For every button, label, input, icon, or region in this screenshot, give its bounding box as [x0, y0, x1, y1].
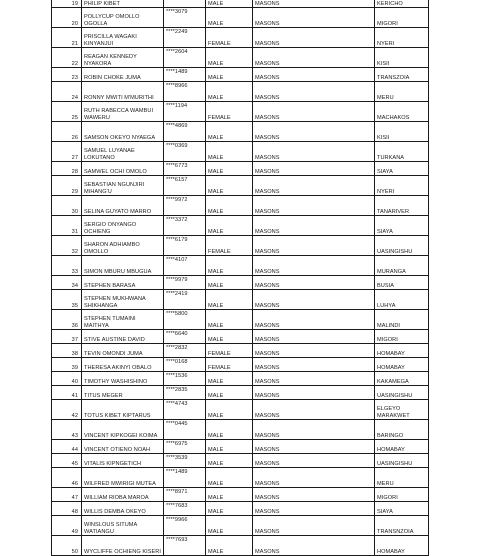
cell-row-number: 48	[52, 502, 82, 516]
cell-occupation: MASONS	[253, 216, 375, 236]
cell-masked-id: ****0168	[164, 358, 206, 372]
table-row	[52, 48, 429, 68]
cell-row-number: 36	[52, 310, 82, 330]
cell-gender: MALE	[206, 196, 253, 216]
cell-row-number: 32	[52, 236, 82, 256]
cell-participant-name: VINCENT OTIENO NOAH	[82, 440, 164, 454]
cell-gender: MALE	[206, 176, 253, 196]
cell-county: KISII	[375, 122, 429, 142]
cell-gender: MALE	[206, 372, 253, 386]
cell-masked-id: ****0445	[164, 420, 206, 440]
cell-gender: MALE	[206, 290, 253, 310]
cell-county: ELGEYO MARAKWET	[375, 400, 429, 420]
table-body	[52, 0, 429, 556]
cell-participant-name: TIMOTHY WASHISHINO	[82, 372, 164, 386]
cell-participant-name: STEPHEN TUMAINI MAITHYA	[82, 310, 164, 330]
table-row	[52, 256, 429, 276]
cell-gender: MALE	[206, 68, 253, 82]
cell-row-number: 35	[52, 290, 82, 310]
cell-county: TURKANA	[375, 142, 429, 162]
cell-occupation: MASONS	[253, 236, 375, 256]
cell-row-number: 46	[52, 468, 82, 488]
cell-row-number: 41	[52, 386, 82, 400]
cell-county: HOMABAY	[375, 536, 429, 556]
cell-row-number: 33	[52, 256, 82, 276]
table-row	[52, 290, 429, 310]
cell-participant-name: SELINA GUYATO MARRO	[82, 196, 164, 216]
cell-participant-name: STEPHEN BARASA	[82, 276, 164, 290]
cell-row-number: 19	[52, 0, 82, 8]
cell-participant-name: WYCLIFFE OCHIENG KISERI	[82, 536, 164, 556]
cell-occupation: MASONS	[253, 28, 375, 48]
cell-row-number: 29	[52, 176, 82, 196]
cell-gender: MALE	[206, 516, 253, 536]
table-row	[52, 142, 429, 162]
cell-county: TRANSNZOIA	[375, 516, 429, 536]
cell-county: MURANGA	[375, 256, 429, 276]
cell-participant-name: REAGAN KENNEDY NYAKORA	[82, 48, 164, 68]
cell-masked-id: ****4743	[164, 400, 206, 420]
cell-gender: MALE	[206, 330, 253, 344]
cell-occupation: MASONS	[253, 454, 375, 468]
cell-row-number: 23	[52, 68, 82, 82]
cell-participant-name: WILFRED MWIRIGI MUTEA	[82, 468, 164, 488]
cell-gender: MALE	[206, 48, 253, 68]
cell-participant-name: TEVIN OMONDI JUMA	[82, 344, 164, 358]
cell-row-number: 45	[52, 454, 82, 468]
cell-gender: MALE	[206, 0, 253, 8]
table-row	[52, 82, 429, 102]
cell-masked-id: ****6773	[164, 162, 206, 176]
cell-row-number: 50	[52, 536, 82, 556]
cell-gender: FEMALE	[206, 28, 253, 48]
cell-row-number: 27	[52, 142, 82, 162]
table-row	[52, 468, 429, 488]
table-row	[52, 310, 429, 330]
cell-row-number: 40	[52, 372, 82, 386]
cell-county: MERU	[375, 468, 429, 488]
cell-row-number: 44	[52, 440, 82, 454]
cell-participant-name: POLLYCUP OMOLLO OGOLLA	[82, 8, 164, 28]
cell-county: NYERI	[375, 176, 429, 196]
cell-row-number: 37	[52, 330, 82, 344]
cell-gender: MALE	[206, 142, 253, 162]
cell-gender: MALE	[206, 400, 253, 420]
cell-masked-id: ****2835	[164, 386, 206, 400]
cell-gender: MALE	[206, 82, 253, 102]
table-row	[52, 386, 429, 400]
cell-county: SIAYA	[375, 502, 429, 516]
cell-row-number: 25	[52, 102, 82, 122]
table-row	[52, 122, 429, 142]
cell-county: TRANSZOIA	[375, 68, 429, 82]
cell-county: BUSIA	[375, 276, 429, 290]
cell-participant-name: SAMSON OKEYO NYAEGA	[82, 122, 164, 142]
cell-masked-id: ****2419	[164, 290, 206, 310]
table-row	[52, 344, 429, 358]
cell-gender: MALE	[206, 386, 253, 400]
cell-participant-name: SAMUEL LUYANAE LOKUTANO	[82, 142, 164, 162]
table-row	[52, 400, 429, 420]
cell-masked-id: ****6179	[164, 236, 206, 256]
cell-participant-name: SIMON MBURU MBUGUA	[82, 256, 164, 276]
cell-masked-id: ****9972	[164, 196, 206, 216]
cell-occupation: MASONS	[253, 8, 375, 28]
cell-occupation: MASONS	[253, 330, 375, 344]
cell-gender: MALE	[206, 122, 253, 142]
cell-county: MERU	[375, 82, 429, 102]
cell-occupation: MASONS	[253, 488, 375, 502]
cell-gender: MALE	[206, 276, 253, 290]
cell-occupation: MASONS	[253, 420, 375, 440]
cell-gender: MALE	[206, 256, 253, 276]
cell-masked-id: ****1489	[164, 68, 206, 82]
cell-masked-id: ****7683	[164, 502, 206, 516]
cell-masked-id: ****1489	[164, 468, 206, 488]
cell-county: MIGORI	[375, 330, 429, 344]
table-row	[52, 420, 429, 440]
cell-masked-id: ****3079	[164, 8, 206, 28]
cell-masked-id: ****6640	[164, 330, 206, 344]
cell-participant-name: VITALIS KIPNGETICH	[82, 454, 164, 468]
cell-occupation: MASONS	[253, 176, 375, 196]
cell-row-number: 30	[52, 196, 82, 216]
cell-county: SIAYA	[375, 162, 429, 176]
cell-participant-name: STEPHEN MUKHWANA SHIKHANGA	[82, 290, 164, 310]
table-row	[52, 502, 429, 516]
cell-gender: MALE	[206, 8, 253, 28]
cell-gender: MALE	[206, 468, 253, 488]
cell-masked-id: ****9966	[164, 516, 206, 536]
cell-gender: MALE	[206, 216, 253, 236]
table-row	[52, 358, 429, 372]
cell-gender: FEMALE	[206, 358, 253, 372]
cell-participant-name: WILLIAM RIOBA MAROA	[82, 488, 164, 502]
table-row	[52, 236, 429, 256]
cell-row-number: 24	[52, 82, 82, 102]
cell-masked-id: ****3539	[164, 454, 206, 468]
cell-occupation: MASONS	[253, 122, 375, 142]
cell-occupation: MASONS	[253, 358, 375, 372]
cell-county: UASINGISHU	[375, 454, 429, 468]
cell-gender: MALE	[206, 310, 253, 330]
cell-participant-name: WILLIS DEMBA OKEYO	[82, 502, 164, 516]
cell-participant-name: STIVE AUSTINE DAVID	[82, 330, 164, 344]
cell-occupation: MASONS	[253, 536, 375, 556]
cell-masked-id: ****8971	[164, 488, 206, 502]
cell-county: LUHYA	[375, 290, 429, 310]
cell-gender: MALE	[206, 536, 253, 556]
cell-masked-id: ****2249	[164, 28, 206, 48]
cell-occupation: MASONS	[253, 310, 375, 330]
cell-occupation: MASONS	[253, 0, 375, 8]
cell-gender: MALE	[206, 162, 253, 176]
cell-row-number: 43	[52, 420, 82, 440]
cell-participant-name: THERESA AKINYI OBALO	[82, 358, 164, 372]
cell-occupation: MASONS	[253, 196, 375, 216]
cell-masked-id: ****9979	[164, 276, 206, 290]
cell-masked-id: ****2832	[164, 344, 206, 358]
cell-masked-id: ****6157	[164, 176, 206, 196]
cell-participant-name: SAMWEL OCHI OMOLO	[82, 162, 164, 176]
cell-masked-id: ****8966	[164, 82, 206, 102]
cell-county: UASINGISHU	[375, 386, 429, 400]
cell-masked-id: ****3372	[164, 216, 206, 236]
cell-row-number: 20	[52, 8, 82, 28]
cell-occupation: MASONS	[253, 82, 375, 102]
table-row	[52, 330, 429, 344]
cell-row-number: 22	[52, 48, 82, 68]
cell-row-number: 34	[52, 276, 82, 290]
table-row	[52, 440, 429, 454]
cell-participant-name: RUTH RABECCA WAMBUI WAWERU	[82, 102, 164, 122]
cell-masked-id: ****1194	[164, 102, 206, 122]
cell-gender: FEMALE	[206, 236, 253, 256]
cell-row-number: 31	[52, 216, 82, 236]
table-row	[52, 276, 429, 290]
cell-county: HOMABAY	[375, 344, 429, 358]
table-row	[52, 8, 429, 28]
cell-masked-id: ****7693	[164, 536, 206, 556]
cell-participant-name: VINCENT KIPKOGEI KOIMA	[82, 420, 164, 440]
cell-county: HOMABAY	[375, 440, 429, 454]
cell-gender: MALE	[206, 502, 253, 516]
cell-row-number: 21	[52, 28, 82, 48]
cell-row-number: 39	[52, 358, 82, 372]
cell-gender: MALE	[206, 454, 253, 468]
table-row	[52, 196, 429, 216]
participants-table	[51, 0, 429, 556]
cell-occupation: MASONS	[253, 276, 375, 290]
cell-masked-id: ****4107	[164, 256, 206, 276]
cell-masked-id	[164, 0, 206, 8]
cell-participant-name: PRISCILLA WAGAKI KINYANJUI	[82, 28, 164, 48]
cell-county: BARINGO	[375, 420, 429, 440]
table-row	[52, 372, 429, 386]
cell-gender: MALE	[206, 420, 253, 440]
participants-table-page	[51, 0, 428, 556]
cell-gender: FEMALE	[206, 102, 253, 122]
cell-county: SIAYA	[375, 216, 429, 236]
cell-row-number: 26	[52, 122, 82, 142]
cell-occupation: MASONS	[253, 290, 375, 310]
cell-county: HOMABAY	[375, 358, 429, 372]
cell-county: KISII	[375, 48, 429, 68]
cell-occupation: MASONS	[253, 48, 375, 68]
cell-participant-name: SERGIO ONYANGO OCHIENG	[82, 216, 164, 236]
cell-participant-name: WINSLOUS SITUMA WATIANGU	[82, 516, 164, 536]
cell-county: MIGORI	[375, 8, 429, 28]
cell-row-number: 49	[52, 516, 82, 536]
cell-occupation: MASONS	[253, 468, 375, 488]
cell-county: NYERI	[375, 28, 429, 48]
cell-masked-id: ****2604	[164, 48, 206, 68]
cell-row-number: 42	[52, 400, 82, 420]
cell-occupation: MASONS	[253, 440, 375, 454]
cell-participant-name: SEBASTIAN NGUNJIRI MIHANG'U	[82, 176, 164, 196]
table-row	[52, 162, 429, 176]
cell-occupation: MASONS	[253, 516, 375, 536]
cell-occupation: MASONS	[253, 400, 375, 420]
cell-masked-id: ****6975	[164, 440, 206, 454]
cell-county: MACHAKOS	[375, 102, 429, 122]
table-row	[52, 176, 429, 196]
cell-county: MIGORI	[375, 488, 429, 502]
cell-row-number: 28	[52, 162, 82, 176]
cell-masked-id: ****5800	[164, 310, 206, 330]
cell-participant-name: ROBIN CHOKE JUMA	[82, 68, 164, 82]
table-row	[52, 536, 429, 556]
cell-county: TANARIVER	[375, 196, 429, 216]
cell-row-number: 38	[52, 344, 82, 358]
cell-county: KERICHO	[375, 0, 429, 8]
cell-occupation: MASONS	[253, 256, 375, 276]
cell-masked-id: ****1536	[164, 372, 206, 386]
table-row	[52, 68, 429, 82]
cell-gender: FEMALE	[206, 344, 253, 358]
table-row	[52, 28, 429, 48]
cell-gender: MALE	[206, 440, 253, 454]
table-row	[52, 454, 429, 468]
cell-participant-name: TITUS MEGER	[82, 386, 164, 400]
cell-county: UASINGISHU	[375, 236, 429, 256]
cell-occupation: MASONS	[253, 142, 375, 162]
cell-masked-id: ****4869	[164, 122, 206, 142]
table-row	[52, 516, 429, 536]
table-row	[52, 488, 429, 502]
cell-county: KAKAMEGA	[375, 372, 429, 386]
cell-occupation: MASONS	[253, 162, 375, 176]
cell-row-number: 47	[52, 488, 82, 502]
cell-participant-name: SHARON ADHIAMBO OMOLLO	[82, 236, 164, 256]
table-row	[52, 102, 429, 122]
cell-participant-name: PHILIP KIBET	[82, 0, 164, 8]
cell-occupation: MASONS	[253, 344, 375, 358]
cell-occupation: MASONS	[253, 386, 375, 400]
cell-occupation: MASONS	[253, 372, 375, 386]
cell-occupation: MASONS	[253, 68, 375, 82]
table-row	[52, 0, 429, 8]
cell-masked-id: ****0369	[164, 142, 206, 162]
table-row	[52, 216, 429, 236]
cell-gender: MALE	[206, 488, 253, 502]
cell-county: MALINDI	[375, 310, 429, 330]
cell-participant-name: RONNY MWITI M'MURITHI	[82, 82, 164, 102]
cell-occupation: MASONS	[253, 102, 375, 122]
cell-participant-name: TOTUS KIBET KIPTARUS	[82, 400, 164, 420]
cell-occupation: MASONS	[253, 502, 375, 516]
